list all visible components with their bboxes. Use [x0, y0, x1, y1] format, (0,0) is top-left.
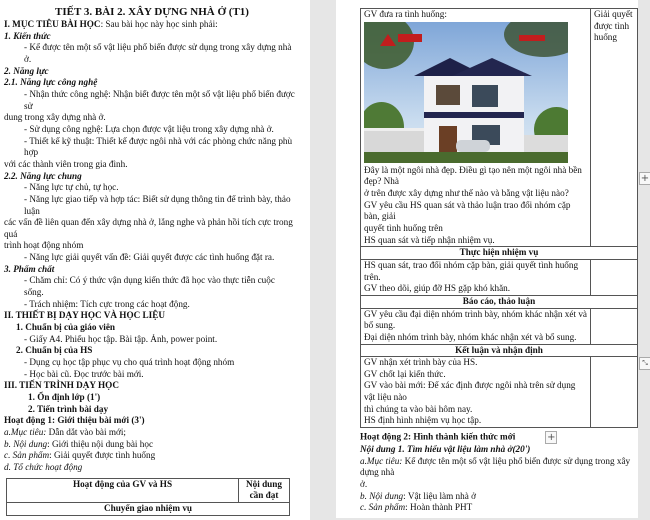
text-line — [4, 310, 296, 322]
text-line — [4, 66, 296, 78]
expected-outcome: Giải quyết được tình huống — [591, 9, 638, 247]
heading: d. Tổ chức hoạt động — [4, 461, 83, 472]
text-line: HS quan sát, trao đổi nhóm cặp bàn, giải quyết tình huống trên. — [364, 259, 579, 282]
text: - Năng lực tự chủ, tự học. — [24, 182, 119, 193]
text-line — [4, 427, 296, 439]
text-line — [4, 345, 296, 357]
house-image — [364, 22, 568, 163]
text-line — [4, 19, 296, 31]
text: - Kể được tên một số vật liệu phổ biến được sử dụng trong xây dựng nhà ở. — [24, 42, 292, 64]
text-line — [4, 462, 296, 474]
text-line — [4, 415, 296, 427]
heading: 2. Tiến trình bài dạy — [28, 403, 109, 414]
text-line — [4, 369, 296, 381]
text: - Chăm chỉ: Có ý thức vận dụng kiến thức đã học vào thực tiễn cuộc sống. — [24, 275, 275, 298]
text: - Học bài cũ. Đọc trước bài mới. — [24, 368, 144, 379]
left-page-body — [4, 19, 296, 474]
text-line — [4, 136, 296, 159]
text: : Sau bài học này học sinh phải: — [100, 19, 218, 29]
text: - Giấy A4. Phiếu học tập. Bài tập. Ảnh, power point. — [24, 333, 218, 344]
text-line — [4, 77, 296, 89]
text-line: thì chúng ta vào bài hôm nay. — [364, 403, 473, 414]
label: b. Nội dung — [360, 490, 404, 501]
table-resize-handle-icon[interactable]: ⤡ — [639, 357, 650, 370]
right-page — [336, 0, 638, 518]
heading: Hoạt động 1: Giới thiệu bài mới (3') — [4, 415, 145, 426]
text-line: Đại diện nhóm trình bày, nhóm khác nhận xét và bổ sung. — [364, 331, 577, 342]
text-line — [4, 182, 296, 194]
text-line — [4, 217, 296, 240]
text-line: HS quan sát và tiếp nhận nhiệm vụ. — [364, 234, 495, 245]
text-line — [4, 112, 296, 124]
text-line — [4, 404, 296, 416]
heading: 1. Chuẩn bị của giáo viên — [16, 322, 116, 333]
text: - Thiết kế kỹ thuật: Thiết kế được ngôi nhà với các phòng chức năng phù hợp — [24, 135, 293, 158]
text-line — [4, 275, 296, 298]
text-line — [4, 380, 296, 392]
heading: 2. Năng lực — [4, 65, 49, 76]
text-line: GV yêu cầu HS quan sát và thảo luận trao đổi nhóm cặp bàn, giải — [364, 199, 571, 222]
text-line — [4, 194, 296, 217]
column-header-content: Nội dung cần đạt — [239, 478, 290, 502]
text: - Nhận thức công nghệ: Nhận biết được tên một số vật liệu phổ biến được sử — [24, 88, 295, 111]
text: - Sử dụng công nghệ: Lựa chọn được vật liệu trong xây dựng nhà ở. — [24, 123, 274, 134]
column-header-activities: Hoạt động của GV và HS — [7, 478, 239, 502]
add-column-plus-icon[interactable]: + — [640, 173, 650, 184]
activity-2-heading: Hoạt động 2: Hình thành kiến thức mới — [360, 431, 516, 442]
activity-2-section — [360, 431, 636, 514]
text-line — [4, 240, 296, 252]
left-page — [0, 0, 310, 520]
lesson-title: TIẾT 3. BÀI 2. XÂY DỰNG NHÀ Ở (T1) — [55, 6, 249, 18]
heading: a.Mục tiêu: — [4, 426, 47, 437]
label: c. Sản phẩm — [360, 502, 406, 513]
heading: c. Sản phẩm — [4, 450, 50, 461]
text: các vấn đề liên quan đến xây dựng nhà ở, lắng nghe và phản hồi tích cực trong quá — [4, 217, 293, 239]
text: ở. — [360, 479, 368, 490]
text-line — [4, 124, 296, 136]
add-row-plus-icon[interactable]: + — [547, 432, 556, 444]
text: Kể được tên một số vật liệu phổ biến được sử dụng trong xây dựng nhà — [360, 455, 631, 478]
text: Dẫn dắt vào bài mới; — [46, 426, 126, 437]
section-header: Chuyển giao nhiệm vụ — [7, 502, 290, 515]
text-line: quyết tình huống trên — [364, 222, 443, 233]
text-line — [4, 334, 296, 346]
section-header: Báo cáo, thảo luận — [361, 295, 638, 308]
text-line — [4, 89, 296, 112]
heading: 1. Kiến thức — [4, 30, 51, 41]
heading: II. THIẾT BỊ DẠY HỌC VÀ HỌC LIỆU — [4, 310, 165, 321]
text: - Dụng cụ học tập phục vụ cho quá trình hoạt động nhóm — [24, 357, 235, 368]
text-line: GV theo dõi, giúp đỡ HS gặp khó khăn. — [364, 283, 511, 294]
section-header: Thực hiện nhiệm vụ — [361, 247, 638, 260]
text-line — [4, 171, 296, 183]
section-header: Kết luận và nhận định — [361, 344, 638, 357]
text: - Năng lực giải quyết vấn đề: Giải quyết được các tình huống đặt ra. — [24, 252, 275, 263]
text-line — [4, 299, 296, 311]
text-line — [4, 252, 296, 264]
text-line: GV chốt lại kiến thức. — [364, 368, 446, 379]
intro-text: GV đưa ra tình huống: — [364, 9, 447, 19]
label: a.Mục tiêu: — [360, 455, 403, 466]
heading: 2. Chuẩn bị của HS — [16, 345, 93, 356]
activity-table-continued — [360, 8, 638, 428]
text-line — [4, 322, 296, 334]
text: dung trong xây dựng nhà ở. — [4, 112, 106, 123]
text: : Giới thiệu nội dung bài học — [47, 438, 154, 449]
text: trình hoạt động nhóm — [4, 240, 84, 251]
text-line — [4, 31, 296, 43]
content-1-heading: Nội dung 1. Tìm hiểu vật liệu làm nhà ở(20') — [360, 444, 531, 455]
text: - Trách nhiệm: Tích cực trong các hoạt động. — [24, 298, 190, 309]
text: với các thành viên trong gia đình. — [4, 158, 128, 169]
heading: 2.1. Năng lực công nghệ — [4, 77, 98, 88]
text-line: GV nhận xét trình bày của HS. — [364, 357, 478, 368]
heading: 2.2. Năng lực chung — [4, 170, 82, 181]
text-line — [4, 392, 296, 404]
heading: 3. Phẩm chất — [4, 263, 55, 274]
text-line: HS định hình nhiệm vụ học tập. — [364, 415, 482, 426]
question-text — [364, 165, 587, 247]
text-line: GV vào bài mới: Để xác định được ngôi nhà trên sử dụng vật liệu nào — [364, 380, 576, 403]
text-line: ở trên được xây dựng như thế nào và bằng vật liệu nào? — [364, 187, 569, 198]
text: : Hoàn thành PHT — [405, 502, 473, 513]
text-line — [4, 357, 296, 369]
text: : Giải quyết được tình huống — [49, 450, 156, 461]
text-line — [4, 42, 296, 65]
text-line — [4, 264, 296, 276]
heading: 1. Ổn định lớp (1') — [28, 392, 101, 402]
heading: III. TIẾN TRÌNH DẠY HỌC — [4, 380, 119, 391]
text-line: GV yêu cầu đại diện nhóm trình bày, nhóm khác nhận xét và bổ sung. — [364, 308, 587, 331]
text: - Năng lực giao tiếp và hợp tác: Biết sử dụng thông tin để trình bày, thảo luận — [24, 193, 291, 216]
text-line: Đây là một ngôi nhà đẹp. Điều gì tạo nên một ngôi nhà bền đẹp? Nhà — [364, 164, 582, 187]
text-line — [4, 439, 296, 451]
text-line — [4, 159, 296, 171]
text-line — [4, 450, 296, 462]
activity-table — [6, 478, 290, 516]
text: : Vật liệu làm nhà ở — [403, 490, 476, 501]
heading: I. MỤC TIÊU BÀI HỌC — [4, 19, 101, 29]
heading: b. Nội dung — [4, 438, 48, 449]
